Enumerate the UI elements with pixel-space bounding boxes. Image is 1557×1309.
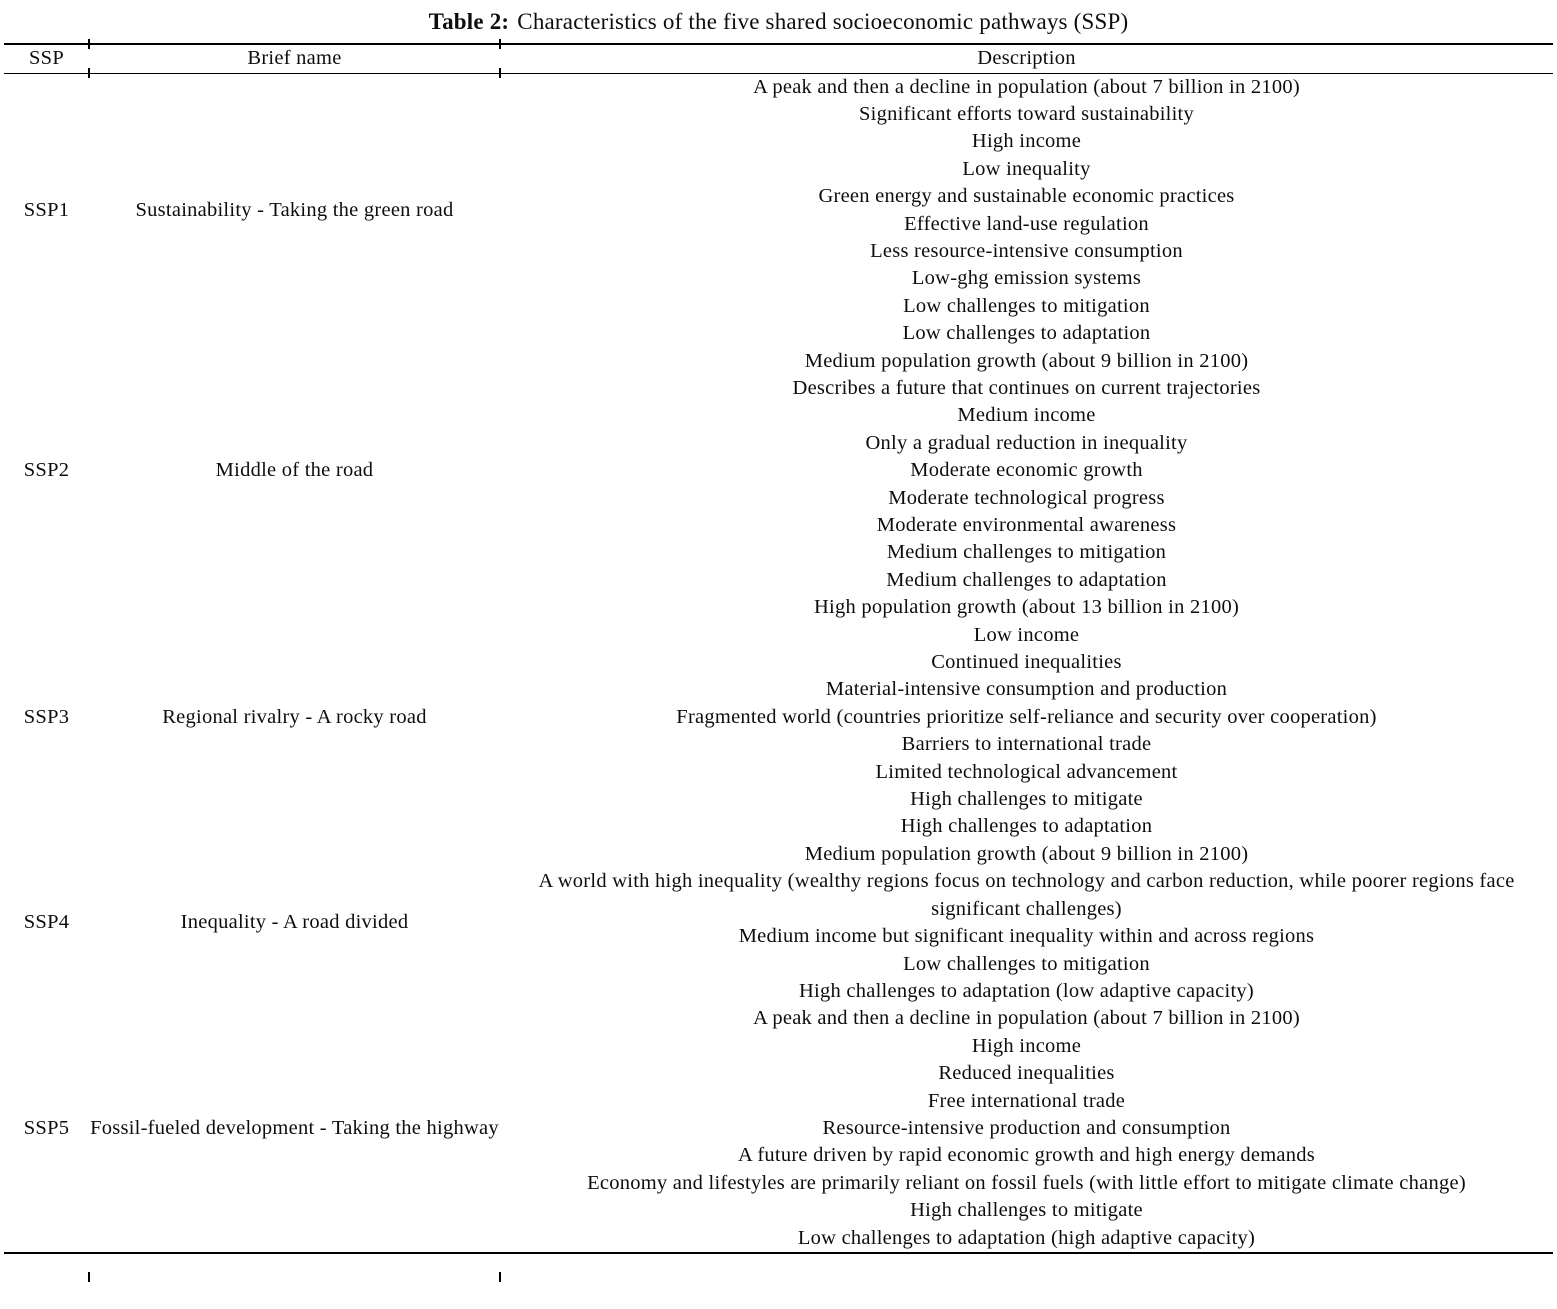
brief-name-cell: Regional rivalry - A rocky road	[162, 705, 427, 728]
ssp-characteristics-table	[4, 43, 1553, 1254]
brief-name-cell: Fossil-fueled development - Taking the highway	[90, 1116, 499, 1139]
description-line: High population growth (about 13 billion in 2100)	[813, 596, 1240, 619]
description-line: Free international trade	[927, 1089, 1126, 1112]
ssp-cell: SSP2	[23, 459, 70, 482]
column-header-brief-name: Brief name	[247, 47, 342, 70]
description-line: Low challenges to adaptation	[902, 322, 1151, 345]
description-line: Resource-intensive production and consumption	[822, 1116, 1231, 1139]
description-line: Low challenges to adaptation (high adaptive capacity)	[797, 1226, 1256, 1249]
column-divider-tick	[88, 1272, 90, 1282]
table-caption-text: Characteristics of the five shared socioeconomic pathways (SSP)	[517, 8, 1129, 34]
description-line: Significant efforts toward sustainability	[859, 102, 1194, 125]
description-line: Only a gradual reduction in inequality	[865, 431, 1188, 454]
description-line: Moderate economic growth	[910, 459, 1143, 482]
column-divider-tick	[499, 1272, 501, 1282]
column-divider-tick	[499, 39, 501, 49]
description-line: Less resource-intensive consumption	[870, 239, 1183, 262]
table-header-row	[4, 44, 1553, 73]
description-line: High challenges to adaptation (low adaptive capacity)	[799, 979, 1254, 1002]
table-row	[4, 594, 1553, 841]
description-line: Medium challenges to mitigation	[886, 541, 1167, 564]
description-line: Low challenges to mitigation	[903, 294, 1150, 317]
description-cell	[500, 73, 1553, 348]
description-line: High challenges to mitigate	[910, 788, 1143, 811]
table-caption	[0, 0, 1557, 43]
table-row	[4, 348, 1553, 595]
description-line: Effective land-use regulation	[904, 212, 1149, 235]
description-line: Economy and lifestyles are primarily reliant on fossil fuels (with little effort to mitigate climate change)	[587, 1171, 1466, 1194]
description-line: Barriers to international trade	[901, 733, 1152, 756]
description-line: Low-ghg emission systems	[911, 267, 1142, 290]
description-line: Material-intensive consumption and production	[825, 678, 1228, 701]
description-line: Medium challenges to adaptation	[886, 568, 1167, 591]
ssp-cell: SSP5	[23, 1116, 70, 1139]
description-cell	[500, 1005, 1553, 1253]
column-divider-tick	[88, 39, 90, 49]
column-divider-tick	[499, 68, 501, 78]
description-line: Medium population growth (about 9 billion in 2100)	[804, 349, 1249, 372]
description-line: Fragmented world (countries prioritize self-reliance and security over cooperation)	[676, 705, 1377, 728]
ssp-cell: SSP4	[23, 911, 70, 934]
brief-name-cell: Sustainability - Taking the green road	[135, 198, 454, 221]
ssp-cell: SSP1	[23, 198, 70, 221]
description-line: Green energy and sustainable economic practices	[818, 185, 1235, 208]
description-line: High income	[971, 1034, 1082, 1057]
description-line: Medium population growth (about 9 billion in 2100)	[804, 842, 1249, 865]
column-header-ssp: SSP	[29, 47, 64, 70]
table-row	[4, 73, 1553, 348]
description-line: Reduced inequalities	[938, 1062, 1115, 1085]
description-cell	[500, 594, 1553, 841]
description-line: Limited technological advancement	[875, 760, 1178, 783]
description-line: Low challenges to mitigation	[903, 952, 1150, 975]
brief-name-cell: Inequality - A road divided	[180, 911, 409, 934]
table-row	[4, 841, 1553, 1005]
description-line: A peak and then a decline in population (about 7 billion in 2100)	[753, 75, 1300, 98]
description-line: High challenges to adaptation	[900, 815, 1153, 838]
description-line: A peak and then a decline in population (about 7 billion in 2100)	[753, 1007, 1300, 1030]
description-line: Medium income	[957, 404, 1096, 427]
description-line: High challenges to mitigate	[910, 1199, 1143, 1222]
description-line: Moderate technological progress	[888, 486, 1165, 509]
brief-name-cell: Middle of the road	[215, 459, 374, 482]
table-row	[4, 1005, 1553, 1253]
description-line: Continued inequalities	[931, 651, 1122, 674]
description-line: A world with high inequality (wealthy regions focus on technology and carbon reduction, while poorer regions face significant challenges)	[538, 870, 1515, 920]
description-cell	[500, 841, 1553, 1005]
description-line: A future driven by rapid economic growth and high energy demands	[738, 1144, 1315, 1167]
description-line: Low inequality	[962, 157, 1091, 180]
description-line: Low income	[973, 623, 1080, 646]
ssp-cell: SSP3	[23, 705, 70, 728]
description-line: High income	[971, 130, 1082, 153]
description-line: Moderate environmental awareness	[876, 514, 1177, 536]
column-divider-tick	[88, 68, 90, 78]
column-header-description: Description	[977, 47, 1076, 70]
description-line: Describes a future that continues on current trajectories	[792, 376, 1261, 399]
table-caption-label: Table 2:	[428, 8, 510, 34]
description-line: Medium income but significant inequality within and across regions	[738, 925, 1315, 948]
description-cell	[500, 348, 1553, 595]
